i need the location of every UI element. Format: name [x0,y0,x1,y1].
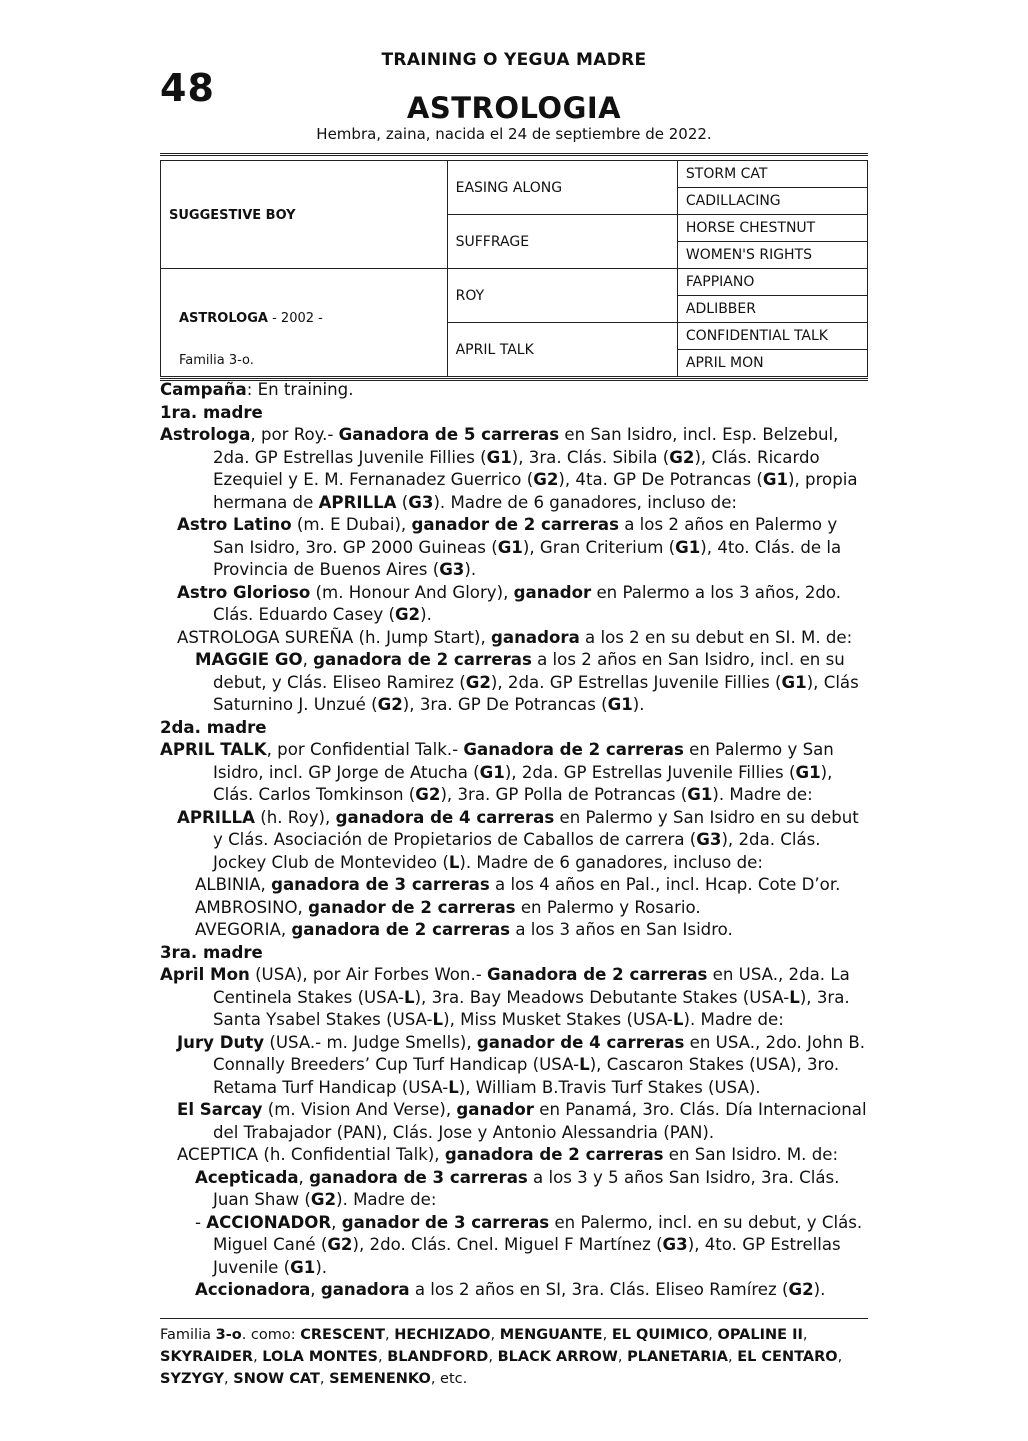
text-run: , [298,1167,310,1187]
record-line [160,649,870,717]
record-line [160,1032,870,1100]
bold-text: G1 [290,1257,316,1277]
text-run: (m. E Dubai), [291,515,412,534]
bold-text: Accionadora [195,1280,311,1299]
text-run: ), Clás. Carlos Tomkinson ( [213,762,833,804]
text-run: , [617,1349,628,1365]
pedigree-g3-3: HORSE CHESTNUT [677,215,867,242]
bold-text: HECHIZADO [394,1327,491,1343]
bold-text: L [672,1010,684,1029]
text-run: AMBROSINO, [195,897,309,917]
text-run: en San Isidro. M. de: [663,1145,839,1164]
text-run: , [708,1327,718,1343]
pedigree-g3-2: CADILLACING [677,188,867,215]
record-line [160,1279,870,1302]
text-run: ALBINIA, [195,875,272,894]
pedigree-table [160,153,868,381]
bold-text: ganadora de 2 carreras [444,1145,664,1164]
bold-text: L [579,1055,590,1074]
bold-text: 3ra. madre [160,942,263,962]
record-line [160,514,870,582]
bold-text: Astro Latino [177,515,292,534]
text-run: ), 4ta. GP De Potrancas ( [558,470,763,489]
text-run: ), Clás Saturnino J. Unzué ( [213,672,859,714]
pedigree-family: Familia 3-o. [179,353,254,368]
text-run: ACEPTICA (h. Confidential Talk), [177,1145,445,1164]
bold-text: G2 [415,785,441,804]
text-run: ), Gran Criterium ( [522,537,676,557]
record-line [160,582,870,627]
bold-text: 3-o [215,1327,242,1343]
bold-text: G3 [662,1235,688,1254]
text-run: , [490,1327,500,1343]
text-run: ), propia hermana de [213,470,858,512]
bold-text: L [404,987,415,1007]
bold-text: El Sarcay [177,1100,263,1119]
record-line [160,627,870,650]
text-run: ), 2da. GP Estrellas Juvenile Fillies ( [490,672,782,692]
text-run: , [331,1212,342,1232]
bold-text: ganador [513,582,592,602]
text-run: ), 2da. GP Estrellas Juvenile Fillies ( [504,762,796,782]
text-run: a los 2 años en Palermo y San Isidro, 3ro. GP 2000 Guineas ( [213,515,838,557]
pedigree-sire-cell [161,161,448,269]
bold-text: Campaña [160,380,247,399]
bold-text: April Mon [160,965,250,984]
pedigree-sire: SUGGESTIVE BOY [169,207,296,223]
text-run: , [728,1349,738,1365]
text-run: : En training. [246,380,354,399]
bold-text: 1ra. madre [160,402,263,422]
bold-text: ganadora [491,627,580,647]
text-run: a los 2 años en San Isidro, incl. en su debut, y Clás. Eliseo Ramirez ( [213,650,845,692]
text-run: ), 3ra. Bay Meadows Debutante Stakes (USA- [414,987,790,1007]
bold-text: G2 [377,695,403,714]
text-run: ), Cascaron Stakes (USA), 3ro. Retama Turf Handicap (USA- [213,1055,840,1097]
bold-text: G3 [439,560,465,579]
text-run: en San Isidro, incl. Esp. Belzebul, 2da. GP Estrellas Juvenile Fillies ( [213,425,839,467]
text-run: . como: [241,1327,301,1343]
text-run: , [802,1327,808,1343]
bold-text: ganador de 2 carreras [308,897,516,917]
text-run: ). Madre de 6 ganadores, incluso de: [433,492,738,512]
bold-text: G2 [310,1190,337,1209]
bold-text: G1 [486,447,512,467]
text-run: , etc. [430,1371,468,1387]
pedigree-sire-sire: EASING ALONG [447,161,677,215]
record-line [160,919,870,942]
text-run: , [602,1327,612,1343]
text-run: ). [813,1280,826,1299]
text-run: ). Madre de: [336,1190,437,1209]
horse-name: ASTROLOGIA [406,91,622,125]
text-run: , por Confidential Talk.- [266,740,464,759]
text-run: ), 2da. Clás. Jockey Club de Montevideo ( [213,830,821,872]
bold-text: G1 [781,672,807,692]
bold-text: SYZYGY [160,1371,225,1387]
bold-text: ganadora de 4 carreras [335,807,555,827]
bold-text: G1 [607,695,633,714]
bold-text: G1 [795,762,821,782]
text-run: (USA.- m. Judge Smells), [264,1032,477,1052]
text-run: ). Madre de 6 ganadores, incluso de: [459,852,763,872]
text-run: ), Miss Musket Stakes (USA- [443,1010,673,1029]
bold-text: ganador de 4 carreras [476,1032,685,1052]
text-run: , [302,650,314,669]
bold-text: L [789,987,800,1007]
pedigree-dam-cell [161,269,448,377]
bold-text: APRIL TALK [160,740,267,759]
text-run: en Panamá, 3ro. Clás. Día Internacional del Trabajador (PAN), Clás. Jose y Antonio Alessandria (PAN). [213,1100,867,1142]
record-line [160,717,870,740]
text-run: ). [420,605,432,624]
text-run: ), 3ra. GP Polla de Potrancas ( [440,785,688,804]
text-run: Familia [160,1327,216,1343]
text-run: ). [632,695,645,714]
text-run: AVEGORIA, [195,920,292,939]
page-subtitle: TRAINING O YEGUA MADRE [381,50,647,70]
bold-text: ganador de 2 carreras [411,515,619,534]
text-run: , [384,1327,395,1343]
text-run: , [224,1371,234,1387]
text-run: en USA., 2da. La Centinela Stakes (USA- [213,965,850,1007]
text-run: ), 3ra. GP De Potrancas ( [402,695,608,714]
pedigree-g3-4: WOMEN'S RIGHTS [677,242,867,269]
text-run: ), 3ra. Clás. Sibila ( [511,447,670,467]
bold-text: ganadora de 2 carreras [313,650,532,669]
bold-text: Acepticada [195,1167,299,1187]
bold-text: Ganadora de 2 carreras [463,740,684,759]
text-run: ), William B.Travis Turf Stakes (USA). [458,1077,761,1097]
bold-text: EL CENTARO [737,1349,838,1365]
bold-text: BLACK ARROW [497,1349,618,1365]
bold-text: Jury Duty [177,1032,265,1052]
bold-text: G1 [479,762,505,782]
bold-text: ganadora de 2 carreras [291,920,511,939]
text-run: ). [464,560,477,579]
bold-text: ganadora de 3 carreras [271,875,490,894]
pedigree-g3-6: ADLIBBER [677,296,867,323]
pedigree-dam-sire: ROY [447,269,677,323]
produce-record [160,379,870,1302]
text-run: , [253,1349,263,1365]
text-run: ( [396,492,409,512]
record-line [160,942,870,965]
record-line [160,1099,870,1144]
bold-text: 2da. madre [160,717,267,737]
text-run: ASTROLOGA SUREÑA (h. Jump Start), [177,627,492,647]
pedigree-sire-dam: SUFFRAGE [447,215,677,269]
bold-text: ACCIONADOR [206,1212,332,1232]
bold-text: EL QUIMICO [611,1327,709,1343]
bold-text: APRILLA [318,492,397,512]
text-run: ). Madre de: [712,785,813,804]
bold-text: ganador de 3 carreras [341,1212,550,1232]
pedigree-g3-5: FAPPIANO [677,269,867,296]
bold-text: APRILLA [177,807,255,827]
bold-text: ganadora de 3 carreras [309,1167,528,1187]
record-line [160,1144,870,1167]
bold-text: Ganadora de 2 carreras [486,965,708,984]
bold-text: G1 [687,785,713,804]
bold-text: G2 [394,605,421,624]
bold-text: Astro Glorioso [177,582,311,602]
record-line [160,1167,870,1212]
text-run: a los 4 años en Pal., incl. Hcap. Cote D’or. [489,875,841,894]
record-line [160,874,870,897]
text-run: (m. Honour And Glory), [310,582,514,602]
pedigree-g3-1: STORM CAT [677,161,867,188]
text-run: a los 2 en su debut en SI. M. de: [579,627,853,647]
text-run: - [195,1212,207,1232]
text-run: ), 4to. GP Estrellas Juvenile ( [213,1235,841,1277]
bold-text: G2 [327,1235,353,1254]
bold-text: BLANDFORD [387,1349,489,1365]
record-line [160,424,870,514]
bold-text: G1 [497,537,523,557]
text-run: a los 3 años en San Isidro. [510,920,733,939]
text-run: ). Madre de: [683,1010,784,1029]
text-run: , por Roy.- [250,425,339,444]
text-run: , [319,1371,330,1387]
pedigree-dam: ASTROLOGA - 2002 - [179,311,323,326]
bold-text: G1 [762,470,789,489]
bold-text: MAGGIE GO [195,650,303,669]
bold-text: G2 [533,470,559,489]
pedigree-dam-dam: APRIL TALK [447,323,677,377]
text-run: ). [315,1257,328,1277]
bold-text: SEMENENKO [329,1371,431,1387]
text-run: ), 2do. Clás. Cnel. Miguel F Martínez ( [352,1235,663,1254]
text-run: a los 2 años en SI, 3ra. Clás. Eliseo Ramírez ( [409,1280,789,1299]
text-run: (USA), por Air Forbes Won.- [249,965,487,984]
text-run: en Palermo y Rosario. [515,897,701,917]
record-line [160,402,870,425]
bold-text: ganadora [320,1280,410,1299]
text-run: en USA., 2do. John B. Connally Breeders’ Cup Turf Handicap (USA- [213,1032,866,1074]
bold-text: G2 [669,447,695,467]
record-line [160,379,870,402]
text-run: en Palermo a los 3 años, 2do. Clás. Eduardo Casey ( [213,582,842,624]
bold-text: G3 [696,830,722,849]
bold-text: L [432,1010,444,1029]
bold-text: PLANETARIA [627,1349,728,1365]
bold-text: G1 [675,537,701,557]
text-run: , [488,1349,498,1365]
text-run: a los 3 y 5 años San Isidro, 3ra. Clás. Juan Shaw ( [213,1167,840,1209]
bold-text: G3 [408,492,434,512]
page-number: 48 [160,66,215,110]
bold-text: G2 [788,1280,814,1299]
bold-text: Ganadora de 5 carreras [338,425,560,444]
text-run: en Palermo y San Isidro, incl. GP Jorge de Atucha ( [213,740,834,782]
bold-text: SNOW CAT [233,1371,320,1387]
bold-text: CRESCENT [300,1327,385,1343]
bold-text: LOLA MONTES [262,1349,378,1365]
divider [160,1318,868,1319]
bold-text: L [448,1077,459,1097]
record-line [160,964,870,1032]
text-run: ), Clás. Ricardo Ezequiel y E. M. Fernanadez Guerrico ( [213,447,820,489]
text-run: , [310,1280,321,1299]
record-line [160,897,870,920]
horse-description: Hembra, zaina, nacida el 24 de septiembre de 2022. [316,125,712,143]
text-run: en Palermo y San Isidro en su debut y Clás. Asociación de Propietarios de Caballos de carrera ( [213,807,859,849]
text-run: (h. Roy), [254,807,336,827]
record-line [160,1212,870,1280]
bold-text: Astrologa [160,425,251,444]
text-run: , [378,1349,388,1365]
bold-text: MENGUANTE [499,1327,603,1343]
record-line [160,739,870,807]
bold-text: ganador [456,1100,534,1119]
bold-text: L [448,852,460,872]
text-run: (m. Vision And Verse), [262,1100,457,1119]
text-run: en Palermo, incl. en su debut, y Clás. Miguel Cané ( [213,1212,863,1254]
text-run: ), 4to. Clás. de la Provincia de Buenos Aires ( [213,537,842,579]
pedigree-g3-8: APRIL MON [677,350,867,377]
text-run: ), 3ra. Santa Ysabel Stakes (USA- [213,987,850,1029]
bold-text: OPALINE II [717,1327,803,1343]
bold-text: SKYRAIDER [160,1349,254,1365]
family-note [160,1324,872,1390]
bold-text: G2 [465,672,491,692]
pedigree-g3-7: CONFIDENTIAL TALK [677,323,867,350]
record-line [160,807,870,875]
text-run: , [837,1349,843,1365]
